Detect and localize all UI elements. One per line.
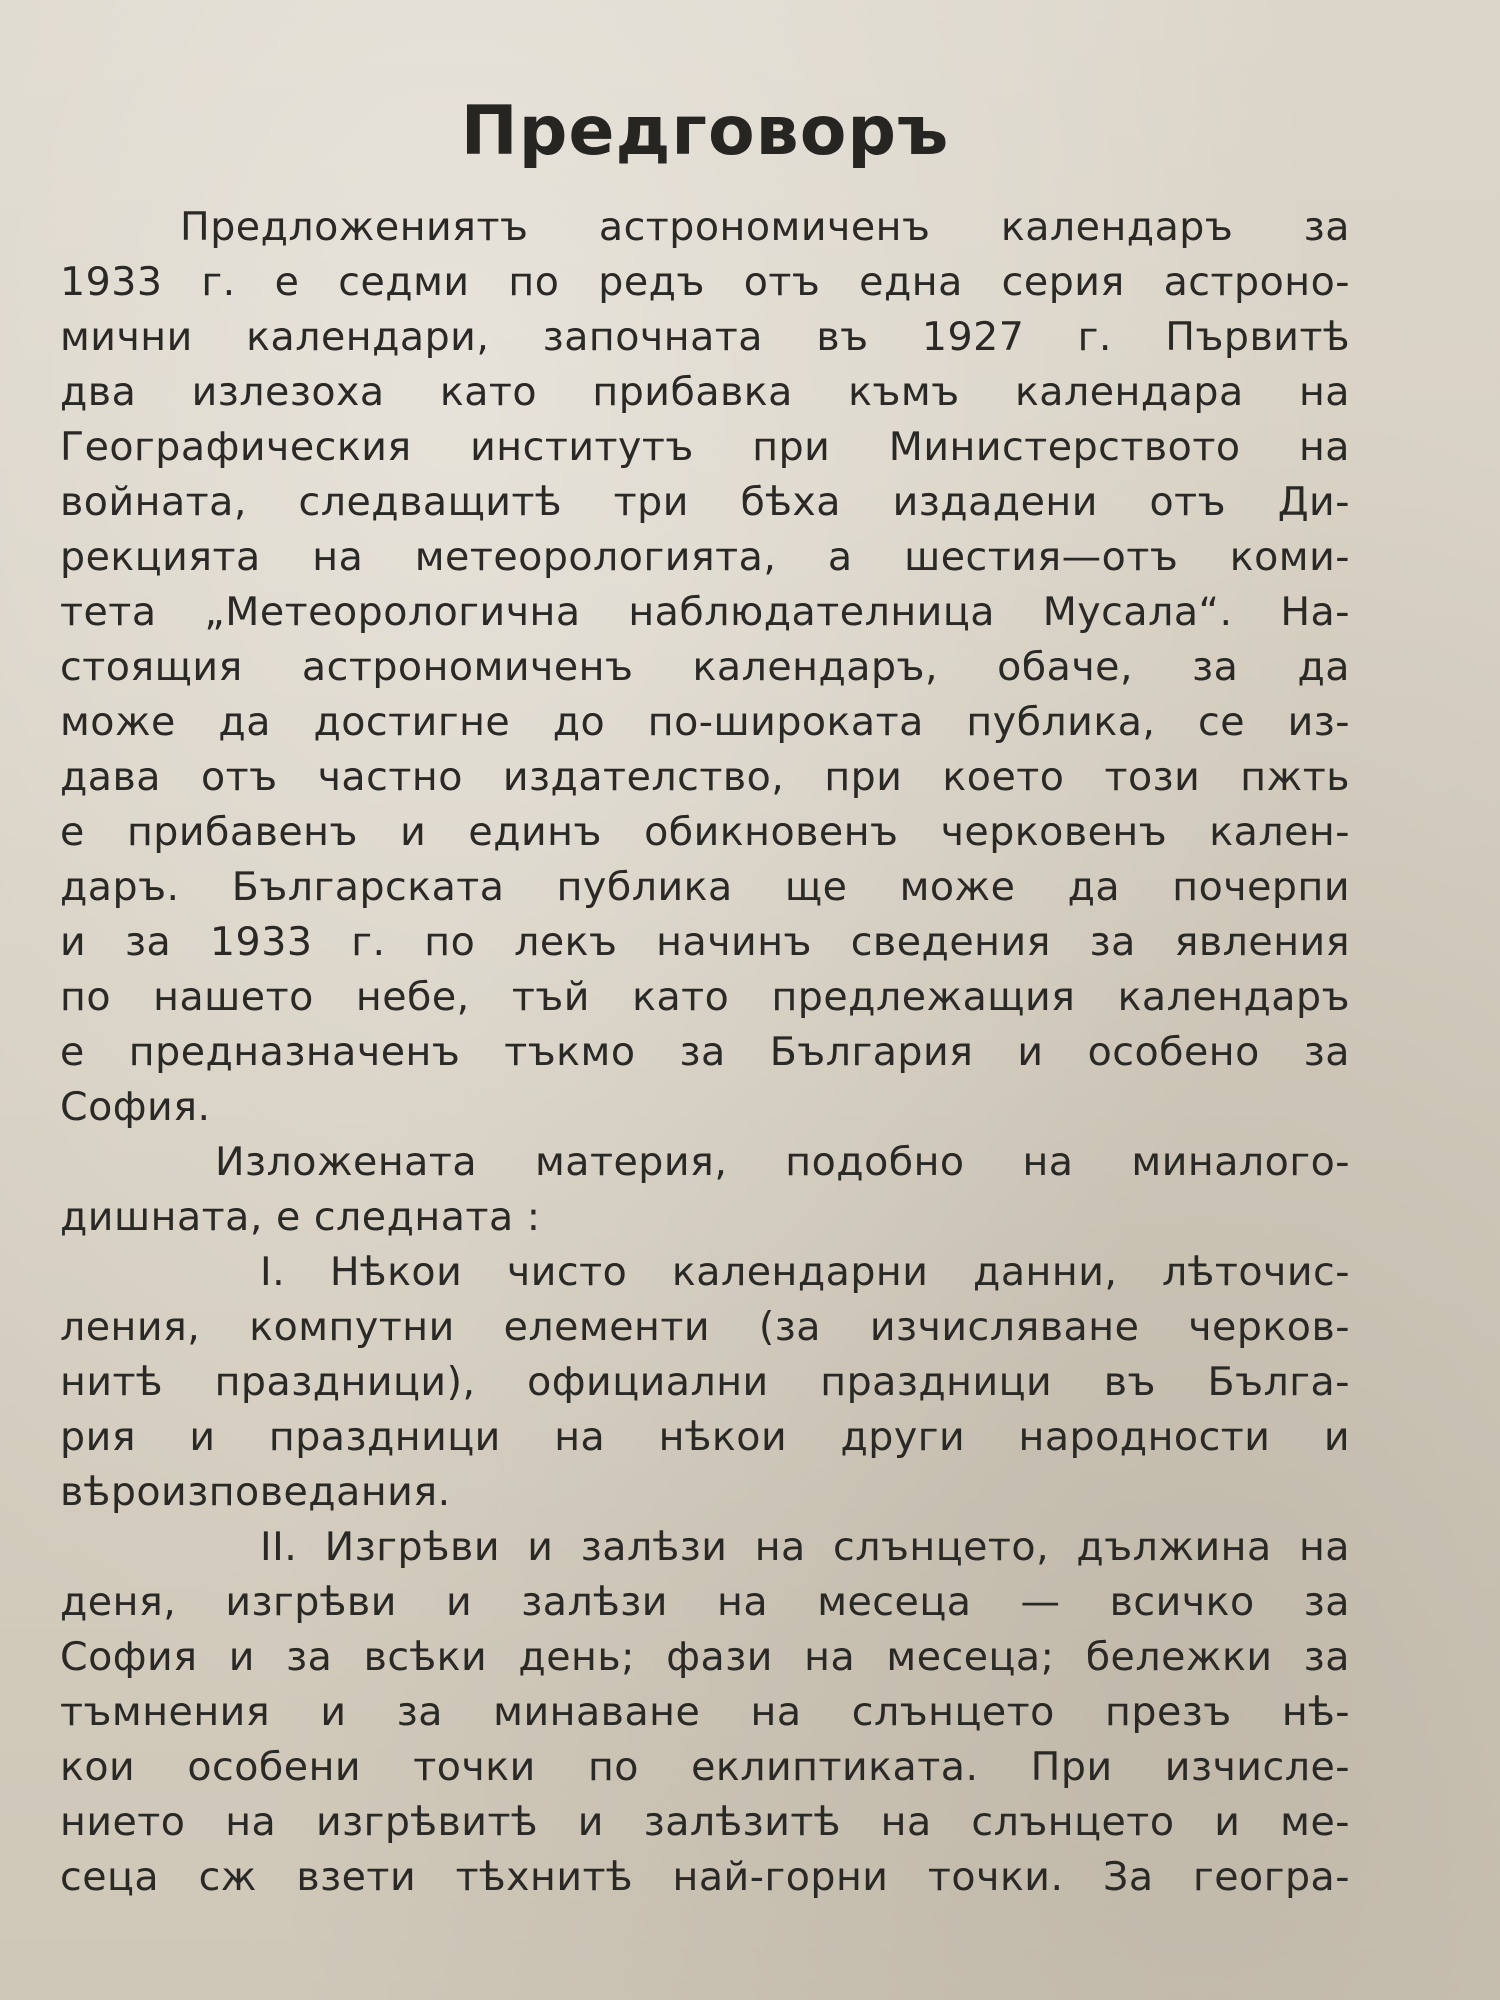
text-line: стоящия астрономиченъ календаръ, обаче, за да <box>60 644 1350 690</box>
text-line: е прибавенъ и единъ обикновенъ черковенъ кален- <box>60 809 1350 855</box>
text-line: дишната, е следната : <box>60 1194 541 1240</box>
text-line: тета „Метеорологична наблюдателница Мусала“. На- <box>60 589 1350 635</box>
text-line: ления, компутни елементи (за изчисляване черков- <box>60 1304 1350 1350</box>
preface-body <box>60 200 1350 1905</box>
text-line: рекцията на метеорологията, а шестия—отъ коми- <box>60 534 1350 580</box>
text-line: дава отъ частно издателство, при което този пжть <box>60 754 1350 800</box>
text-line: сеца сж взети тѣхнитѣ най-горни точки. За геогра- <box>60 1854 1350 1900</box>
text-line: два излезоха като прибавка къмъ календара на <box>60 369 1350 415</box>
text-line: Изложената материя, подобно на миналого- <box>215 1139 1350 1185</box>
text-line: вѣроизповедания. <box>60 1469 451 1515</box>
text-line: по нашето небе, тъй като предлежащия календаръ <box>60 974 1350 1020</box>
page-title: Предговоръ <box>460 92 950 171</box>
text-line: нитѣ праздници), официални праздници въ Бълга- <box>60 1359 1350 1405</box>
text-line: II. Изгрѣви и залѣзи на слънцето, дължина на <box>260 1524 1350 1570</box>
text-line: даръ. Българската публика ще може да почерпи <box>60 864 1350 910</box>
text-line: рия и праздници на нѣкои други народности и <box>60 1414 1350 1460</box>
text-line: и за 1933 г. по лекъ начинъ сведения за явления <box>60 919 1350 965</box>
text-line: мични календари, започната въ 1927 г. Първитѣ <box>60 314 1350 360</box>
text-line: деня, изгрѣви и залѣзи на месеца — всичко за <box>60 1579 1350 1625</box>
text-line: тъмнения и за минаване на слънцето презъ нѣ- <box>60 1689 1350 1735</box>
text-line: Географическия институтъ при Министерството на <box>60 424 1350 470</box>
text-line: София. <box>60 1084 211 1130</box>
text-line: 1933 г. е седми по редъ отъ една серия астроно- <box>60 259 1350 305</box>
text-line: I. Нѣкои чисто календарни данни, лѣточис- <box>260 1249 1350 1295</box>
text-line: войната, следващитѣ три бѣха издадени отъ Ди- <box>60 479 1350 525</box>
text-line: може да достигне до по-широката публика, се из- <box>60 699 1350 745</box>
text-line: София и за всѣки день; фази на месеца; бележки за <box>60 1634 1350 1680</box>
text-line: е предназначенъ тъкмо за България и особено за <box>60 1029 1350 1075</box>
text-line: нието на изгрѣвитѣ и залѣзитѣ на слънцето и ме- <box>60 1799 1350 1845</box>
text-line: Предложениятъ астрономиченъ календаръ за <box>180 204 1350 250</box>
text-line: кои особени точки по еклиптиката. При изчисле- <box>60 1744 1350 1790</box>
